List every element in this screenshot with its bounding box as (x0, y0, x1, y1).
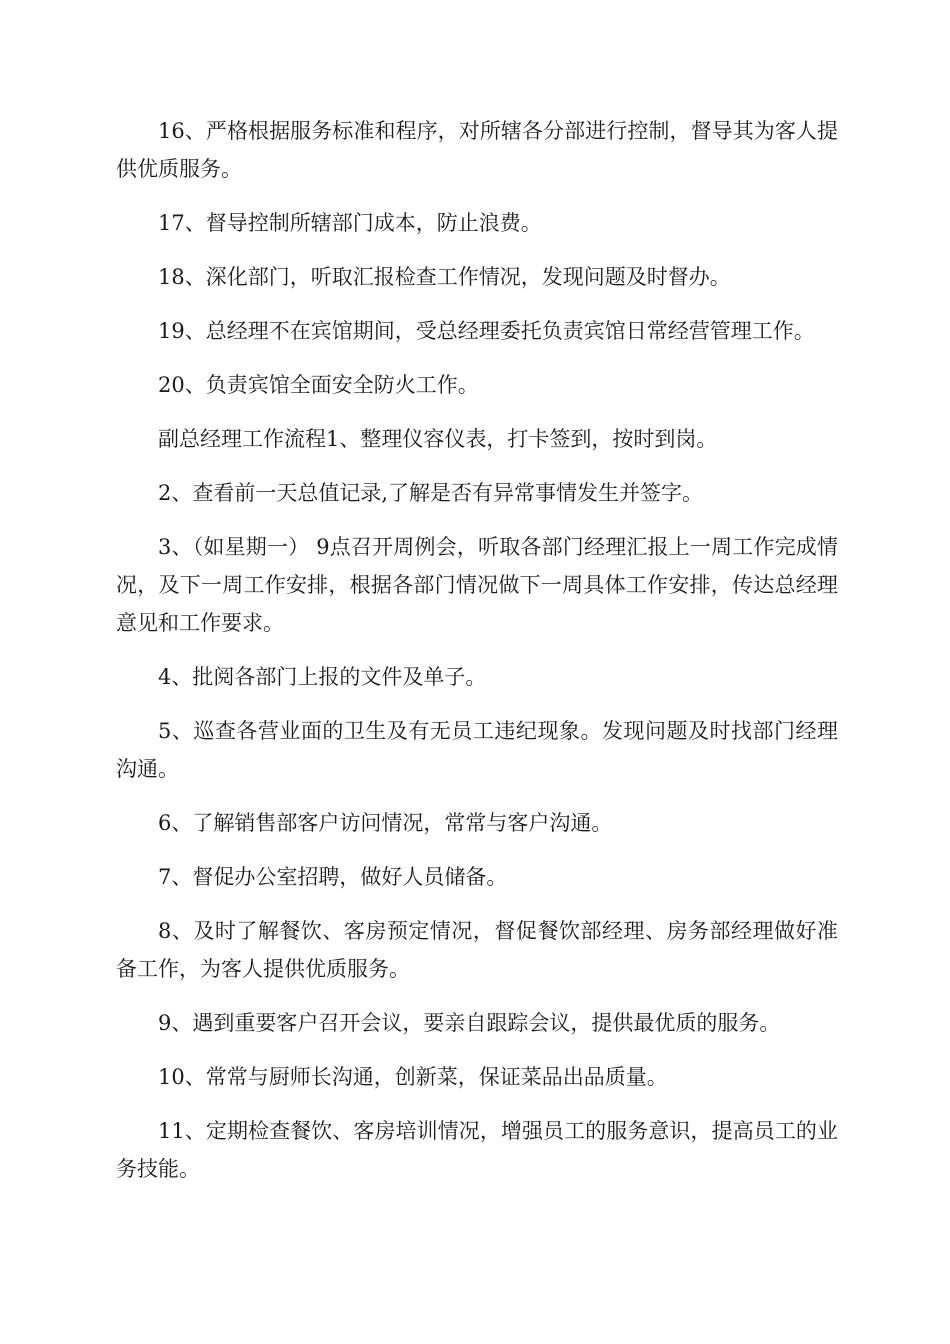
paragraph-17: 17、督导控制所辖部门成本，防止浪费。 (158, 211, 542, 235)
paragraph-workflow-9: 9、遇到重要客户召开会议，要亲自跟踪会议，提供最优质的服务。 (158, 1011, 781, 1035)
paragraph-19: 19、总经理不在宾馆期间，受总经理委托负责宾馆日常经营管理工作。 (158, 319, 815, 343)
paragraph-workflow-2: 2、查看前一天总值记录,了解是否有异常事情发生并签字。 (158, 481, 704, 505)
paragraph-workflow-11: 11、定期检查餐饮、客房培训情况，增强员工的服务意识，提高员工的业务技能。 (116, 1119, 838, 1181)
paragraph-18: 18、深化部门，听取汇报检查工作情况，发现问题及时督办。 (158, 265, 731, 289)
paragraph-16: 16、严格根据服务标准和程序，对所辖各分部进行控制，督导其为客人提供优质服务。 (116, 119, 838, 181)
paragraph-workflow-10: 10、常常与厨师长沟通，创新菜，保证菜品出品质量。 (158, 1065, 668, 1089)
paragraph-workflow-7: 7、督促办公室招聘，做好人员储备。 (158, 865, 508, 889)
paragraph-workflow-5: 5、巡查各营业面的卫生及有无员工违纪现象。发现问题及时找部门经理沟通。 (116, 719, 838, 781)
document-body (116, 112, 838, 1204)
paragraph-workflow-8: 8、及时了解餐饮、客房预定情况，督促餐饮部经理、房务部经理做好准备工作，为客人提供优质服务。 (116, 919, 838, 981)
paragraph-workflow-6: 6、了解销售部客户访问情况，常常与客户沟通。 (158, 811, 613, 835)
paragraph-20: 20、负责宾馆全面安全防火工作。 (158, 373, 479, 397)
paragraph-workflow-4: 4、批阅各部门上报的文件及单子。 (158, 665, 487, 689)
paragraph-workflow-3: 3、（如星期一） 9点召开周例会，听取各部门经理汇报上一周工作完成情况，及下一周工作安排，根据各部门情况做下一周具体工作安排，传达总经理意见和工作要求。 (116, 535, 838, 635)
paragraph-workflow-1: 副总经理工作流程1、整理仪容仪表，打卡签到，按时到岗。 (158, 427, 718, 451)
